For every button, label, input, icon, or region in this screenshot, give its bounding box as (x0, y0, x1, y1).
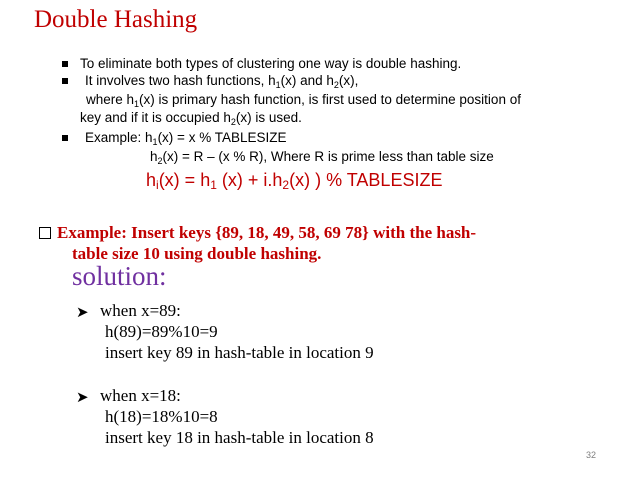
example-question-line-2: table size 10 using double hashing. (72, 244, 322, 263)
example-question-line-1: Example: Insert keys {89, 18, 49, 58, 69 78} with the hash- (57, 223, 477, 242)
checkbox-bullet-icon (39, 227, 51, 239)
step-2-calc: h(18)=18%10=8 (105, 407, 218, 426)
bullet-text-2: It involves two hash functions, $h_1(x)$ and $h_2(x)$, (85, 73, 359, 90)
step-1-calc: h(89)=89%10=9 (105, 322, 218, 341)
slide-title: Double Hashing (34, 6, 198, 33)
square-bullet-icon (62, 61, 68, 67)
bullet-text-3: Example: $h_1(x) = x$ % TABLESIZE (85, 130, 287, 147)
step-1-action: insert key 89 in hash-table in location 9 (105, 343, 374, 362)
bullet-continuation-2: key and if it is occupied $h_2(x)$ is used. (80, 110, 302, 127)
example-line-2: $h_2(x) = R - (x$ % R), Where R is prime less than table size (150, 149, 494, 166)
step-2-action: insert key 18 in hash-table in location 8 (105, 428, 374, 447)
step-1-label: when x=89: (100, 301, 181, 320)
double-hash-formula: $h_i(x) = h_1$ $(x) + i.h_2(x)$ ) % TABLESIZE (146, 170, 443, 192)
bullet-continuation-1: where $h_1(x)$ is primary hash function, is first used to determine position of (86, 92, 521, 109)
square-bullet-icon (62, 135, 68, 141)
square-bullet-icon (62, 78, 68, 84)
arrow-bullet-icon: ➤ (76, 388, 89, 406)
page-number: 32 (586, 450, 597, 460)
bullet-text-1: To eliminate both types of clustering one way is double hashing. (80, 56, 462, 71)
step-2-label: when x=18: (100, 386, 181, 405)
arrow-bullet-icon: ➤ (76, 303, 89, 321)
solution-heading: solution: (72, 261, 167, 291)
